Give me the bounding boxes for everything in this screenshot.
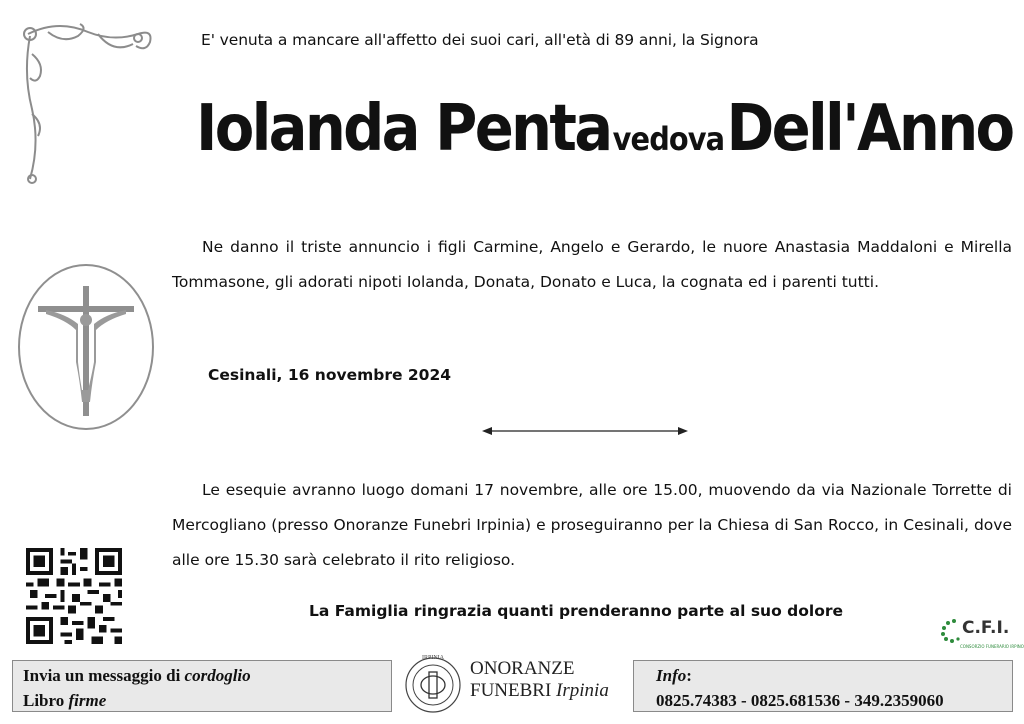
condolence-prefix: Invia un messaggio di: [23, 666, 181, 685]
funeral-text: Le esequie avranno luogo domani 17 novembre, alle ore 15.00, muovendo da via Nazionale Torrette di Mercogliano (presso Onoranze Funebri Irpinia) e proseguiranno per la Chiesa di San Rocco, in Cesinali, dove alle ore 15.30 sarà celebrato il rito religioso.: [172, 481, 1012, 569]
guestbook-prefix: Libro: [23, 691, 65, 710]
deceased-name-last: Dell'Anno: [726, 92, 1013, 166]
cfi-label: C.F.I.: [962, 618, 1010, 638]
guestbook-link[interactable]: [23, 688, 391, 713]
info-box: [633, 660, 1013, 712]
deceased-name: [196, 92, 1013, 166]
double-arrow-divider: [480, 423, 690, 439]
funeral-home-line2-prefix: FUNEBRI: [470, 680, 552, 701]
guestbook-emphasis: firme: [68, 691, 107, 710]
thanks-text: La Famiglia ringrazia quanti prenderanno parte al suo dolore: [309, 602, 844, 620]
qr-code-icon[interactable]: [26, 548, 122, 644]
seal-text: IRPINIA: [422, 655, 444, 661]
funeral-paragraph: [172, 473, 1012, 578]
condolence-box[interactable]: [12, 660, 392, 712]
place-date: Cesinali, 16 novembre 2024: [208, 366, 452, 384]
ornament-icon: [18, 14, 158, 189]
funeral-home-line2: [470, 680, 609, 702]
announcement-text: Ne danno il triste annuncio i figli Carmine, Angelo e Gerardo, le nuore Anastasia Maddaloni e Mirella Tommasone, gli adorati nipoti Iolanda, Donata, Donato e Luca, la cognata ed i parenti tutti.: [172, 238, 1012, 291]
funeral-home-line2-emphasis: Irpinia: [556, 680, 609, 701]
funeral-home-name: [470, 658, 609, 702]
condolence-emphasis: cordoglio: [184, 666, 251, 685]
cfi-tagline: CONSORZIO FUNERARIO IRPINO: [960, 644, 1024, 649]
funeral-home-line1: ONORANZE: [470, 658, 575, 679]
announcement-paragraph: [172, 230, 1012, 300]
deceased-name-first: Iolanda Penta: [196, 92, 611, 166]
cfi-dots-icon: [940, 618, 962, 644]
cfi-logo-icon: [940, 616, 1024, 654]
info-label: Info: [656, 666, 687, 685]
condolence-link[interactable]: [23, 663, 391, 688]
crucifix-icon: [16, 262, 156, 432]
funeral-home-seal-icon: [403, 650, 463, 716]
info-phones[interactable]: 0825.74383 - 0825.681536 - 349.2359060: [656, 691, 944, 710]
deceased-name-connector: vedova: [612, 120, 725, 158]
info-label-line: Info:: [656, 666, 692, 685]
intro-text: E' venuta a mancare all'affetto dei suoi cari, all'età di 89 anni, la Signora: [201, 31, 759, 49]
